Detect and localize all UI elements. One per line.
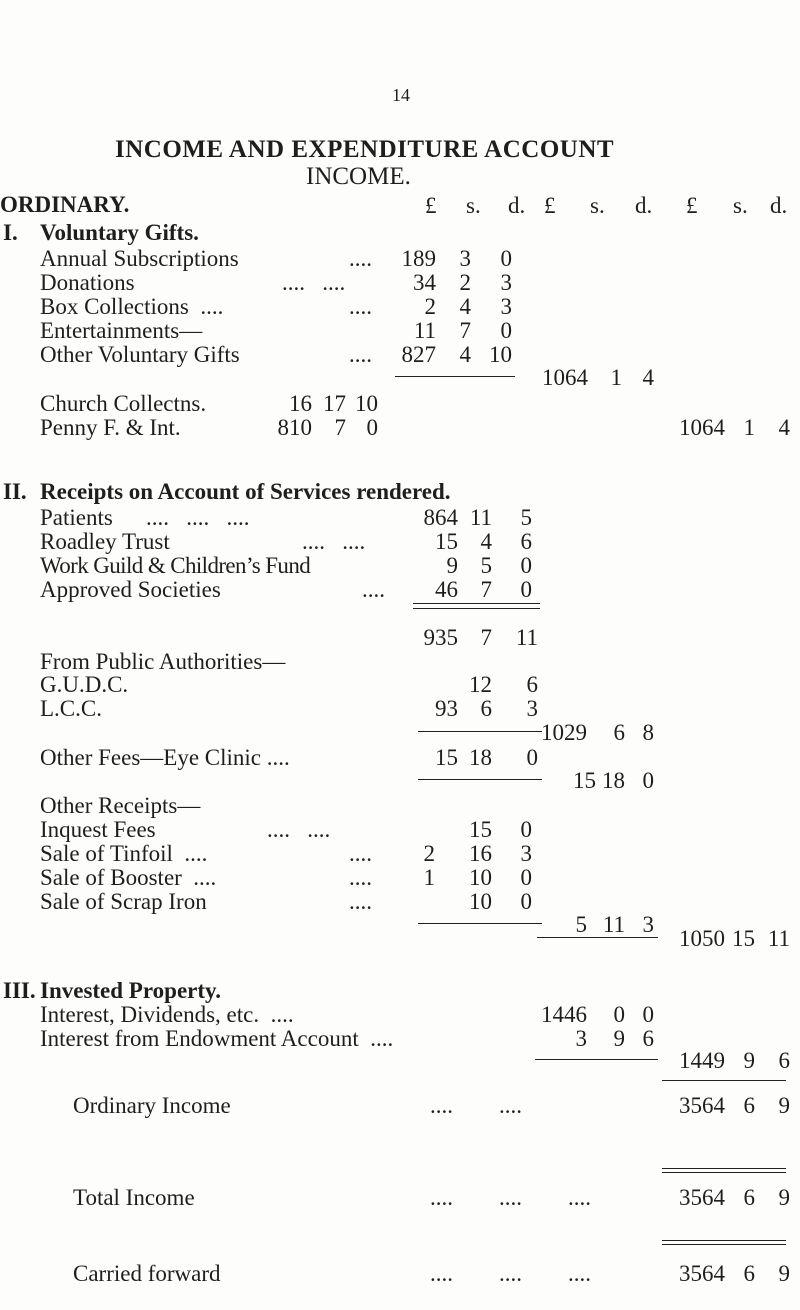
amount-shillings: 7 xyxy=(459,318,471,343)
section-3-heading: Invested Property. xyxy=(40,978,222,1003)
total-pence: 4 xyxy=(778,415,790,440)
amount-pence: 6 xyxy=(520,529,532,554)
other-fees-carried-shillings: 18 xyxy=(602,768,625,793)
col-header-pounds-2: £ xyxy=(544,193,556,218)
row-dots: .... xyxy=(362,577,385,602)
note-pounds: 16 xyxy=(289,391,312,416)
services-subtotal-shillings: 7 xyxy=(480,625,492,650)
summary-dots: .... .... .... xyxy=(430,1261,591,1286)
amount-pence: 3 xyxy=(500,270,512,295)
row-dots: .... .... xyxy=(282,270,346,295)
other-receipts-total-pounds: 5 xyxy=(575,912,587,937)
col-header-shillings-2: s. xyxy=(590,193,605,218)
row-dots: .... xyxy=(349,841,372,866)
amount-shillings: 4 xyxy=(459,294,471,319)
note-shillings: 17 xyxy=(323,391,346,416)
amount-pounds: 827 xyxy=(401,342,436,367)
amount-pounds: 1446 xyxy=(541,1002,587,1027)
amount-pence: 0 xyxy=(500,318,512,343)
amount-shillings: 4 xyxy=(459,342,471,367)
col-header-pence-3: d. xyxy=(770,193,788,218)
amount-pounds: 2 xyxy=(424,294,436,319)
amount-pounds: 3 xyxy=(575,1026,587,1051)
amount-pounds: 15 xyxy=(435,529,458,554)
public-total-pence: 8 xyxy=(642,720,654,745)
summary-dots: .... .... .... xyxy=(430,1185,591,1210)
summary-label: Ordinary Income xyxy=(73,1093,231,1118)
amount-pence: 5 xyxy=(520,505,532,530)
note-pence: 0 xyxy=(366,415,378,440)
row-dots: .... .... .... xyxy=(146,505,250,530)
col-header-pence-1: d. xyxy=(508,193,526,218)
rule xyxy=(662,1168,786,1169)
row-label: Sale of Scrap Iron xyxy=(40,889,207,914)
note-pence: 10 xyxy=(355,391,378,416)
amount-pounds: 34 xyxy=(413,270,436,295)
note-shillings: 7 xyxy=(334,415,346,440)
services-subtotal-pounds: 935 xyxy=(423,625,458,650)
row-label: Other Voluntary Gifts xyxy=(40,342,240,367)
page-subtitle: INCOME. xyxy=(306,163,411,190)
invested-total-shillings: 9 xyxy=(743,1048,755,1073)
rule xyxy=(418,923,542,924)
public-total-shillings: 6 xyxy=(613,720,625,745)
amount-pence: 0 xyxy=(526,745,538,770)
amount-shillings: 9 xyxy=(613,1026,625,1051)
row-label: Patients xyxy=(40,505,113,530)
amount-pence: 6 xyxy=(526,672,538,697)
rule xyxy=(662,1240,786,1241)
amount-shillings: 0 xyxy=(613,1002,625,1027)
row-label: Approved Societies xyxy=(40,577,221,602)
amount-pounds: 46 xyxy=(435,577,458,602)
row-label: Work Guild & Children’s Fund xyxy=(40,553,311,578)
amount-pence: 3 xyxy=(520,841,532,866)
other-receipts-label: Other Receipts— xyxy=(40,793,201,818)
other-receipts-total-shillings: 11 xyxy=(602,912,625,937)
row-label: Sale of Tinfoil .... xyxy=(40,841,208,866)
summary-pounds: 3564 xyxy=(679,1261,725,1286)
total-shillings: 1 xyxy=(743,415,755,440)
summary-pence: 9 xyxy=(778,1261,790,1286)
invested-total-pounds: 1449 xyxy=(679,1048,725,1073)
subtotal-pounds: 1064 xyxy=(542,365,588,390)
note-pounds: 810 xyxy=(277,415,312,440)
total-pounds: 1064 xyxy=(679,415,725,440)
row-dots: .... xyxy=(349,865,372,890)
rule xyxy=(662,1172,786,1173)
row-dots: .... xyxy=(349,246,372,271)
rule xyxy=(418,731,542,732)
amount-pence: 0 xyxy=(520,889,532,914)
rule xyxy=(418,779,542,780)
amount-pence: 6 xyxy=(642,1026,654,1051)
amount-pence: 0 xyxy=(520,577,532,602)
amount-pounds: 11 xyxy=(413,318,436,343)
summary-pounds: 3564 xyxy=(679,1185,725,1210)
row-label: G.U.D.C. xyxy=(40,672,129,697)
other-fees-carried-pounds: 15 xyxy=(573,768,596,793)
section-1-numeral: I. xyxy=(3,220,18,245)
row-dots: .... xyxy=(349,294,372,319)
summary-label: Total Income xyxy=(73,1185,195,1210)
rule xyxy=(537,937,658,938)
col-header-shillings-1: s. xyxy=(466,193,481,218)
row-dots: .... .... xyxy=(267,817,331,842)
other-receipts-total-pence: 3 xyxy=(642,912,654,937)
public-authorities-label: From Public Authorities— xyxy=(40,649,286,674)
summary-label: Carried forward xyxy=(73,1261,221,1286)
services-total-pence: 11 xyxy=(767,926,790,951)
section-2-numeral: II. xyxy=(3,479,27,504)
row-dots: .... .... xyxy=(302,529,366,554)
amount-pounds: 9 xyxy=(446,553,458,578)
summary-dots: .... .... xyxy=(430,1093,522,1118)
summary-shillings: 6 xyxy=(743,1261,755,1286)
rule xyxy=(413,603,540,604)
note-label: Church Collectns. xyxy=(40,391,207,416)
amount-shillings: 11 xyxy=(469,505,492,530)
amount-shillings: 10 xyxy=(469,865,492,890)
page-number: 14 xyxy=(392,85,410,105)
note-label: Penny F. & Int. xyxy=(40,415,181,440)
row-label: Sale of Booster .... xyxy=(40,865,217,890)
services-total-shillings: 15 xyxy=(732,926,755,951)
amount-pounds: 15 xyxy=(435,745,458,770)
summary-pounds: 3564 xyxy=(679,1093,725,1118)
row-label: Roadley Trust xyxy=(40,529,170,554)
amount-shillings: 2 xyxy=(459,270,471,295)
summary-pence: 9 xyxy=(778,1185,790,1210)
summary-shillings: 6 xyxy=(743,1185,755,1210)
amount-pounds: 93 xyxy=(435,696,458,721)
amount-shillings: 15 xyxy=(469,817,492,842)
amount-pounds: 864 xyxy=(423,505,458,530)
amount-shillings: 4 xyxy=(480,529,492,554)
row-label: Annual Subscriptions xyxy=(40,246,239,271)
amount-shillings: 18 xyxy=(469,745,492,770)
amount-pence: 0 xyxy=(500,246,512,271)
amount-shillings: 12 xyxy=(469,672,492,697)
amount-pounds: 2 xyxy=(423,841,435,866)
row-label: Entertainments— xyxy=(40,318,203,343)
amount-shillings: 5 xyxy=(480,553,492,578)
summary-shillings: 6 xyxy=(743,1093,755,1118)
amount-shillings: 6 xyxy=(480,696,492,721)
col-header-shillings-3: s. xyxy=(733,193,748,218)
page-title: INCOME AND EXPENDITURE ACCOUNT xyxy=(115,136,615,163)
row-label: Other Fees—Eye Clinic .... xyxy=(40,745,290,770)
amount-shillings: 16 xyxy=(469,841,492,866)
col-header-pence-2: d. xyxy=(635,193,653,218)
row-dots: .... xyxy=(349,342,372,367)
section-label: ORDINARY. xyxy=(0,192,130,217)
rule xyxy=(662,1244,786,1245)
col-header-pounds-3: £ xyxy=(686,193,698,218)
summary-pence: 9 xyxy=(778,1093,790,1118)
public-total-pounds: 1029 xyxy=(541,720,587,745)
row-dots: .... xyxy=(349,889,372,914)
amount-shillings: 10 xyxy=(469,889,492,914)
row-label: Interest from Endowment Account .... xyxy=(40,1026,394,1051)
amount-pence: 3 xyxy=(526,696,538,721)
amount-pence: 10 xyxy=(489,342,512,367)
col-header-pounds-1: £ xyxy=(425,193,437,218)
row-label: L.C.C. xyxy=(40,696,102,721)
row-label: Donations xyxy=(40,270,135,295)
rule xyxy=(535,1059,658,1060)
amount-pence: 0 xyxy=(520,865,532,890)
amount-shillings: 3 xyxy=(459,246,471,271)
row-label: Box Collections .... xyxy=(40,294,224,319)
amount-shillings: 7 xyxy=(480,577,492,602)
services-total-pounds: 1050 xyxy=(679,926,725,951)
row-label: Interest, Dividends, etc. .... xyxy=(40,1002,294,1027)
services-subtotal-pence: 11 xyxy=(515,625,538,650)
row-label: Inquest Fees xyxy=(40,817,156,842)
invested-total-pence: 6 xyxy=(778,1048,790,1073)
other-fees-carried-pence: 0 xyxy=(642,768,654,793)
amount-pence: 0 xyxy=(520,553,532,578)
subtotal-shillings: 1 xyxy=(610,365,622,390)
rule xyxy=(395,376,515,377)
subtotal-pence: 4 xyxy=(642,365,654,390)
rule xyxy=(413,608,540,609)
amount-pounds: 1 xyxy=(423,865,435,890)
amount-pence: 3 xyxy=(500,294,512,319)
rule xyxy=(662,1080,786,1081)
amount-pence: 0 xyxy=(520,817,532,842)
amount-pence: 0 xyxy=(642,1002,654,1027)
amount-pounds: 189 xyxy=(401,246,436,271)
section-3-numeral: III. xyxy=(3,978,36,1003)
section-1-heading: Voluntary Gifts. xyxy=(40,220,199,245)
section-2-heading: Receipts on Account of Services rendered. xyxy=(40,479,451,504)
